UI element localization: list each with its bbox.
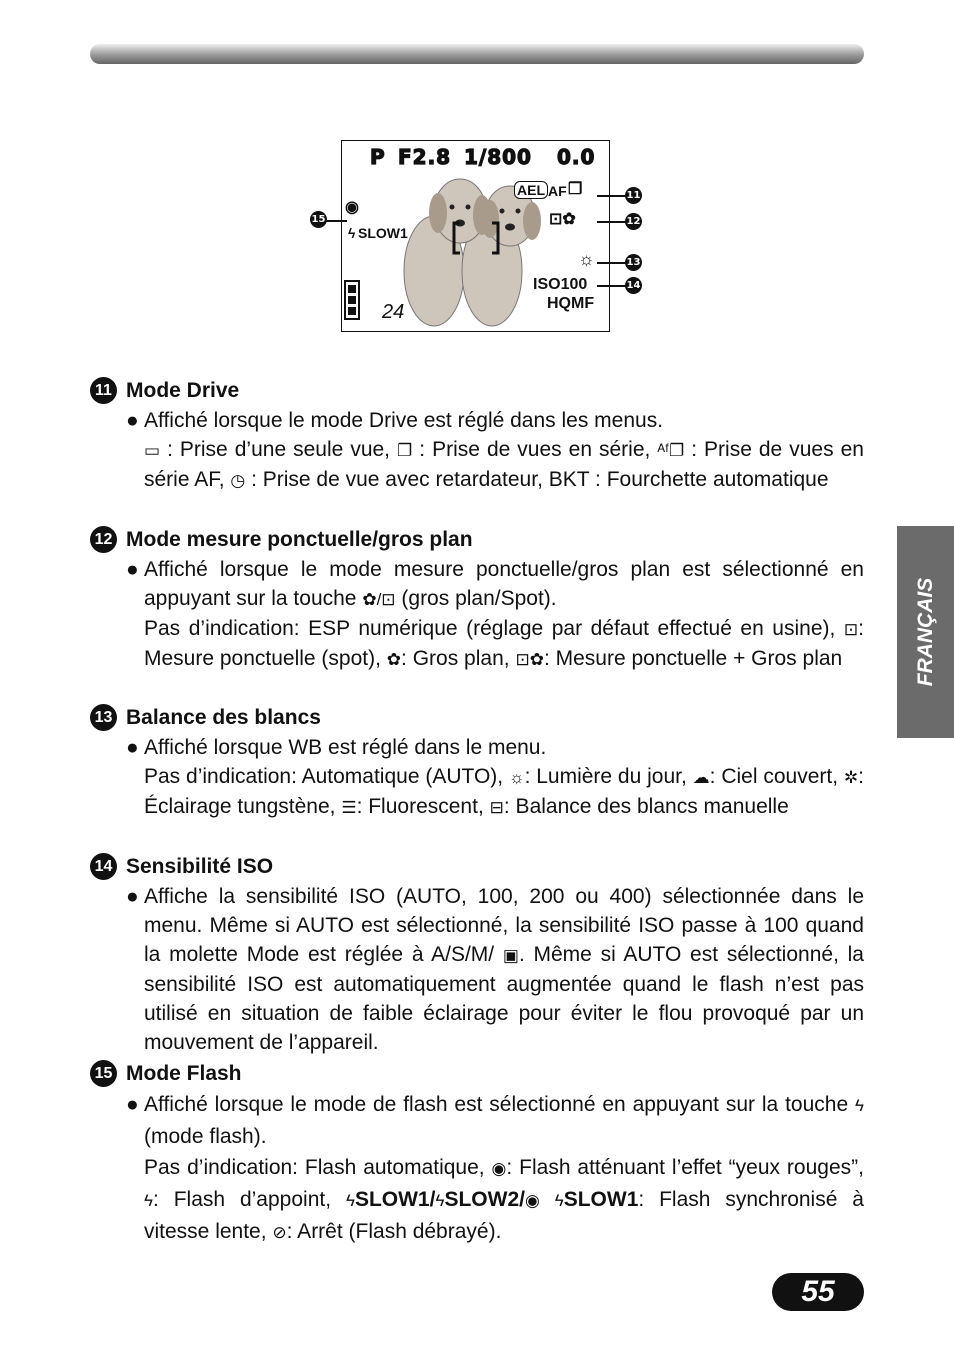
- callout-12: 12: [625, 213, 642, 230]
- bullet-icon: ●: [126, 558, 139, 581]
- lcd-iso: ISO100: [533, 276, 588, 293]
- daylight-icon: ☼: [508, 768, 525, 787]
- page-number: 55: [772, 1273, 864, 1311]
- spot-macro-icon: ⊡✿: [515, 650, 544, 669]
- macro-spot-icon: ✿/⊡: [362, 590, 396, 609]
- flash-icon: ϟ: [435, 1191, 445, 1210]
- section-title: Mode Flash: [126, 1062, 242, 1085]
- bullet-icon: ●: [126, 736, 139, 759]
- lcd-af-drive: AF: [548, 183, 567, 199]
- section-title: Mode mesure ponctuelle/gros plan: [126, 528, 473, 551]
- callout-line-14: [597, 285, 627, 287]
- lcd-ael: AEL: [514, 181, 548, 199]
- af-sequential-icon: ᴬᶠ❐: [657, 441, 685, 460]
- lcd-quality: HQMF: [547, 295, 595, 312]
- red-eye-icon: ◉: [345, 199, 359, 216]
- bullet-icon: ●: [126, 885, 139, 908]
- section-number: 11: [90, 377, 117, 404]
- callout-11: 11: [625, 187, 642, 204]
- daylight-icon: ☼: [578, 249, 595, 269]
- section-body: ● Affiché lorsque WB est réglé dans le menu. Pas d’indication: Automatique (AUTO), ☼: Lumière du jour, ☁: Ciel couvert, ✲: Éclairage tungstène, ☰: Fluorescent, ⊟: Balance des blancs manuelle: [144, 733, 864, 822]
- section-number: 12: [90, 526, 117, 553]
- lcd-exposure: 0.0: [557, 145, 596, 169]
- section-body: ● Affiche la sensibilité ISO (AUTO, 100, 200 ou 400) sélectionnée dans le menu. Même si AUTO est sélectionné, la sensibilité ISO passe à 100 quand la molette Mode est réglée à A/S/M/ ▣. Même si AUTO est sélectionné, la sensibilité ISO est automatiquement augmentée quand le flash n’est pas utilisé en situation de faible éclairage pour éviter le flou provoqué par un mouvement de l’appareil.: [144, 882, 864, 1057]
- callout-14: 14: [625, 277, 642, 294]
- callout-line-12: [597, 221, 627, 223]
- lcd-frames: 24: [382, 301, 405, 323]
- section-body: ● Affiché lorsque le mode mesure ponctuelle/gros plan est sélectionné en appuyant sur la touche ✿/⊡ (gros plan/Spot). Pas d’indication: ESP numérique (réglage par défaut effectué en usine), ⊡: Mesure ponctuelle (spot), ✿: Gros plan, ⊡✿: Mesure ponctuelle + Gros plan: [144, 555, 864, 674]
- lcd-screen-illustration: [341, 140, 610, 332]
- bullet-icon: ●: [126, 409, 139, 432]
- cloudy-icon: ☁: [692, 768, 710, 787]
- bullet-icon: ●: [126, 1093, 139, 1116]
- my-mode-icon: ▣: [502, 946, 519, 965]
- callout-13: 13: [625, 254, 642, 271]
- tungsten-icon: ✲: [843, 768, 859, 787]
- sequential-icon: ❐: [397, 441, 413, 460]
- flash-icon: ϟ: [348, 225, 356, 241]
- callout-line-13: [597, 262, 627, 264]
- flash-icon: ϟ: [855, 1096, 864, 1115]
- language-tab: [897, 526, 954, 738]
- lcd-shutter: 1/800: [464, 145, 532, 169]
- manual-wb-icon: ⊟: [489, 798, 504, 817]
- language-label: FRANÇAIS: [913, 577, 937, 687]
- flash-icon: ϟ: [554, 1191, 564, 1210]
- section-title: Mode Drive: [126, 379, 240, 402]
- header-bar: [90, 44, 864, 64]
- fluorescent-icon: ☰: [341, 798, 357, 817]
- single-frame-icon: ▭: [144, 441, 161, 460]
- spot-icon: ⊡: [843, 620, 859, 639]
- callout-15: 15: [310, 211, 327, 228]
- fill-flash-icon: ϟ: [144, 1191, 153, 1210]
- section-number: 13: [90, 704, 117, 731]
- section-body: ● Affiché lorsque le mode de flash est sélectionné en appuyant sur la touche ϟ (mode flash). Pas d’indication: Flash automatique, ◉: Flash atténuant l’effet “yeux rouges”, ϟ: Flash d’appoint, ϟSLOW1/ϟSLOW2/◉ ϟSLOW1: Flash synchronisé à vitesse lente, ⊘: Arrêt (Flash débrayé).: [144, 1089, 864, 1248]
- lcd-mode: P: [370, 145, 386, 169]
- self-timer-icon: ◷: [230, 471, 246, 490]
- flash-off-icon: ⊘: [272, 1223, 287, 1242]
- macro-icon: ✿: [386, 650, 402, 669]
- red-eye-icon: ◉: [491, 1159, 507, 1178]
- lcd-aperture: F2.8: [398, 145, 452, 169]
- spot-macro-icon: ⊡✿: [549, 211, 576, 228]
- section-title: Balance des blancs: [126, 706, 321, 729]
- flash-icon: ϟ: [345, 1191, 355, 1210]
- section-number: 14: [90, 853, 117, 880]
- section-number: 15: [90, 1060, 117, 1087]
- sequential-icon: ❐: [568, 181, 583, 198]
- lcd-flash-mode: SLOW1: [358, 225, 408, 241]
- red-eye-icon: ◉: [524, 1191, 540, 1210]
- section-title: Sensibilité ISO: [126, 855, 274, 878]
- section-body: ● Affiché lorsque le mode Drive est réglé dans les menus. ▭ : Prise d’une seule vue, ❐ : Prise de vues en série, ᴬᶠ❐ : Prise de vues en série AF, ◷ : Prise de vue avec retardateur, BKT : Fourchette automatique: [144, 406, 864, 495]
- callout-line-11: [597, 195, 627, 197]
- callout-line-15: [325, 220, 347, 222]
